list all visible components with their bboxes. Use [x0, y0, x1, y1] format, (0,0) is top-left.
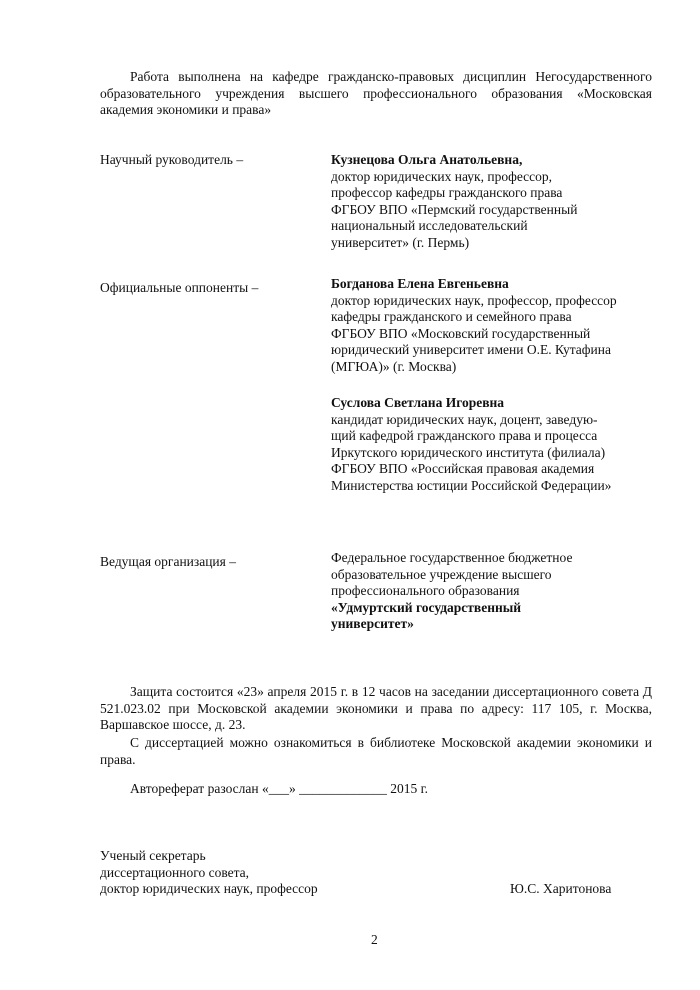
sent-line: Автореферат разослан «___» _____________ 2015 г. — [130, 781, 428, 796]
secretary-line: диссертационного совета, — [100, 864, 250, 880]
secretary-name: Ю.С. Харитонова — [510, 881, 612, 896]
leading-org-name: «Удмуртский государственный — [331, 599, 522, 615]
leading-org-detail: профессионального образования — [331, 583, 520, 599]
supervisor-detail: национальный исследовательский — [331, 218, 528, 234]
opponent-1-detail: (МГЮА)» (г. Москва) — [331, 358, 457, 374]
opponent-1-detail: кафедры гражданского и семейного права — [331, 309, 572, 325]
leading-org-block — [331, 550, 661, 633]
intro-paragraph: Работа выполнена на кафедре гражданско-правовых дисциплин Негосударственного образовательного учреждения высшего профессионального образования «Московская академия экономики и права» — [100, 69, 652, 118]
opponent-1-block — [331, 276, 661, 376]
opponent-2-detail: кандидат юридических наук, доцент, заведую- — [331, 411, 598, 427]
secretary-line: доктор юридических наук, профессор — [100, 881, 318, 897]
opponent-2-detail: Иркутского юридического института (филиала) — [331, 444, 606, 460]
supervisor-detail: доктор юридических наук, профессор, — [331, 168, 553, 184]
supervisor-block — [331, 152, 661, 252]
opponent-1-detail: юридический университет имени О.Е. Кутафина — [331, 342, 611, 358]
supervisor-detail: профессор кафедры гражданского права — [331, 185, 563, 201]
leading-org-name: университет» — [331, 616, 414, 632]
secretary-line: Ученый секретарь — [100, 848, 206, 863]
defense-paragraph: Защита состоится «23» апреля 2015 г. в 12 часов на заседании диссертационного совета Д 521.023.02 при Московской академии экономики и права по адресу: 117 105, г. Москва, Варшавское шоссе, д. 23. — [100, 684, 652, 733]
page-number: 2 — [371, 932, 378, 947]
library-paragraph: С диссертацией можно ознакомиться в библиотеке Московской академии экономики и права. — [100, 735, 652, 767]
secretary-block — [100, 848, 318, 898]
opponent-2-detail: ФГБОУ ВПО «Российская правовая академия — [331, 461, 595, 477]
supervisor-label: Научный руководитель – — [100, 152, 244, 167]
supervisor-name: Кузнецова Ольга Анатольевна, — [331, 152, 523, 167]
opponent-2-detail: щий кафедрой гражданского права и процесса — [331, 428, 598, 444]
opponent-1-detail: доктор юридических наук, профессор, профессор — [331, 292, 617, 308]
opponents-label: Официальные оппоненты – — [100, 280, 259, 295]
leading-org-detail: образовательное учреждение высшего — [331, 566, 552, 582]
opponent-2-block — [331, 395, 661, 495]
opponent-1-detail: ФГБОУ ВПО «Московский государственный — [331, 325, 591, 341]
leading-org-label: Ведущая организация – — [100, 554, 236, 569]
opponent-2-name: Суслова Светлана Игоревна — [331, 395, 505, 410]
supervisor-detail: университет» (г. Пермь) — [331, 234, 470, 250]
supervisor-detail: ФГБОУ ВПО «Пермский государственный — [331, 201, 578, 217]
opponent-2-detail: Министерства юстиции Российской Федерации» — [331, 477, 612, 493]
opponent-1-name: Богданова Елена Евгеньевна — [331, 276, 509, 291]
leading-org-detail: Федеральное государственное бюджетное — [331, 550, 573, 565]
